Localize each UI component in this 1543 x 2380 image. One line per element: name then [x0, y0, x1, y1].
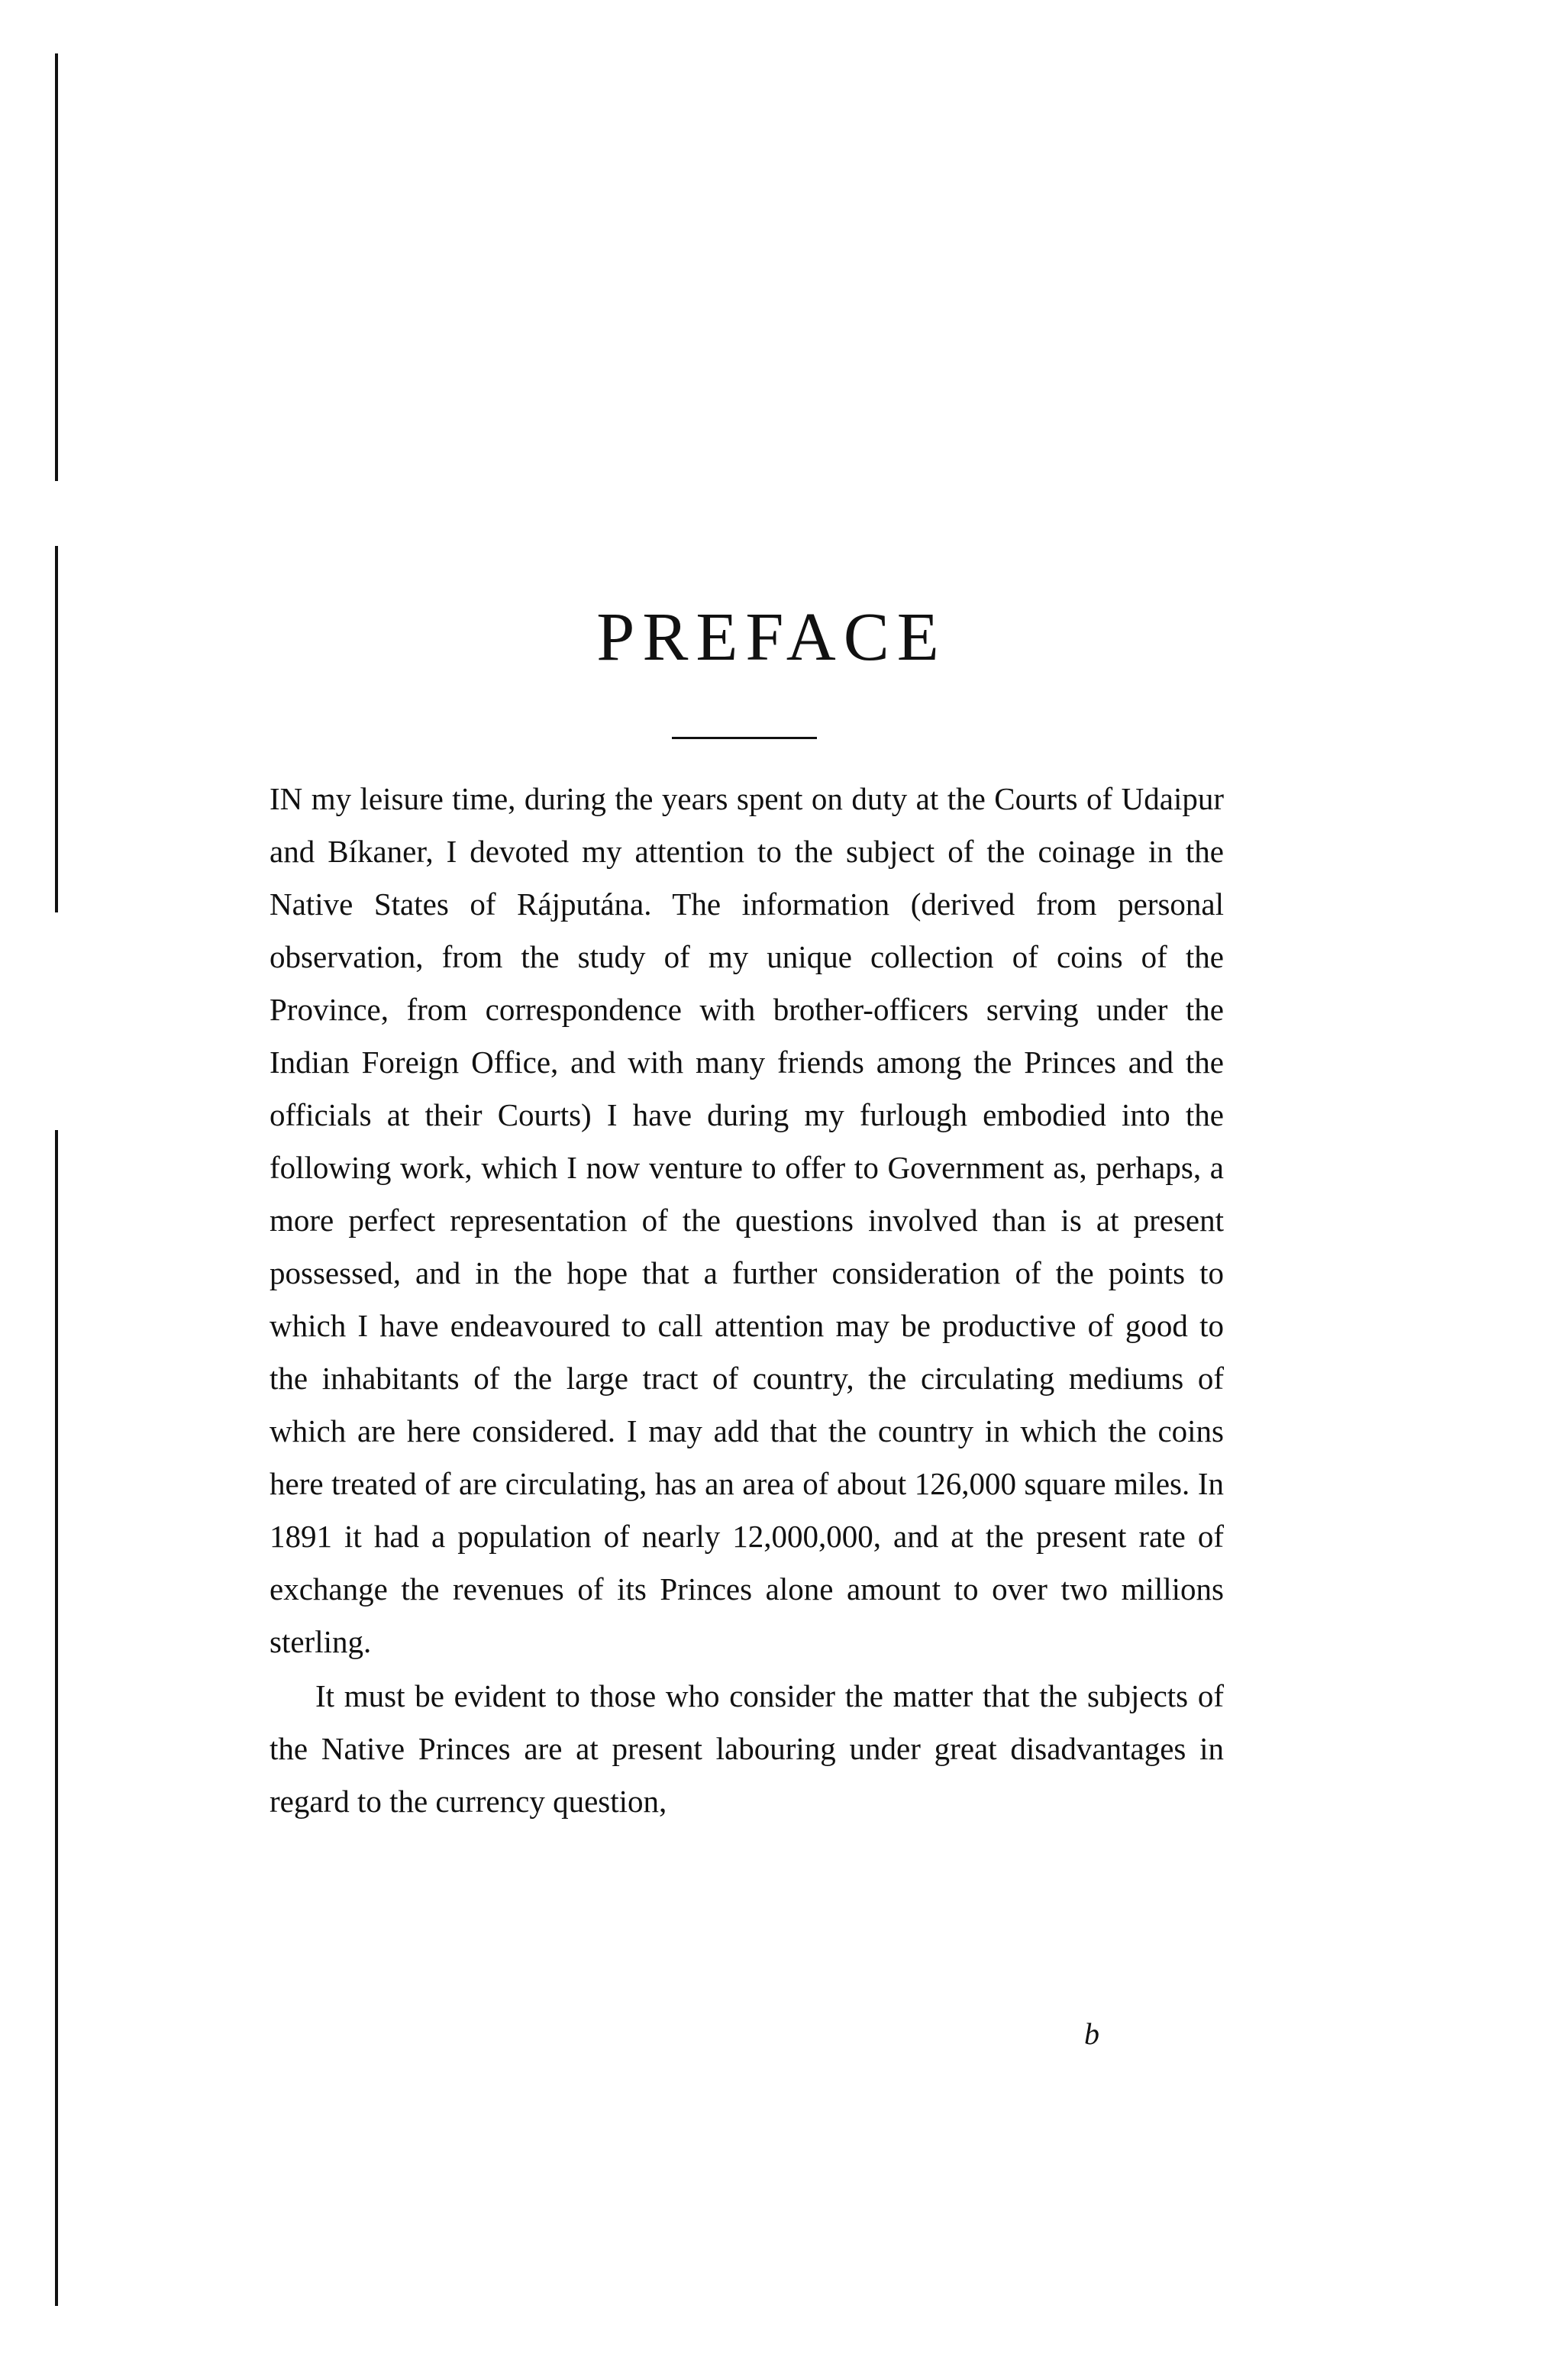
- paragraph-1: [270, 773, 1224, 1668]
- title-rule: [672, 737, 817, 739]
- scan-edge-line: [55, 546, 58, 912]
- scan-edge-line: [55, 53, 58, 481]
- page-title: PREFACE: [596, 599, 947, 675]
- scan-edge-line: [55, 1130, 58, 2306]
- paragraph-text: my leisure time, during the years spent on duty at the Courts of Udaipur and Bíkaner, I devoted my attention to the subject of the coinage in the Native States of Rájputána. The information (derived from personal observation, from the study of my unique collection of coins of the Province, from correspondence with brother-officers serving under the Indian Foreign Office, and with many friends among the Princes and the officials at their Courts) I have during my furlough embodied into the following work, which I now venture to offer to Government as, perhaps, a more perfect representation of the questions involved than is at present possessed, and in the hope that a further consideration of the points to which I have endeavoured to call attention may be productive of good to the inhabitants of the large tract of country, the circulating mediums of which are here considered. I may add that the country in which the coins here treated of are circulating, has an area of about 126,000 square miles. In 1891 it had a population of nearly 12,000,000, and at the present rate of exchange the revenues of its Princes alone amount to over two millions sterling.: [270, 781, 1224, 1659]
- paragraph-lead-word: IN: [270, 781, 303, 816]
- paragraph-2: [270, 1670, 1224, 1828]
- signature-mark: b: [1084, 2017, 1099, 2051]
- preface-body: [270, 773, 1224, 1828]
- paragraph-text: It must be evident to those who consider the matter that the subjects of the Native Princes are at present labouring under great disadvantages in regard to the currency question,: [270, 1678, 1224, 1819]
